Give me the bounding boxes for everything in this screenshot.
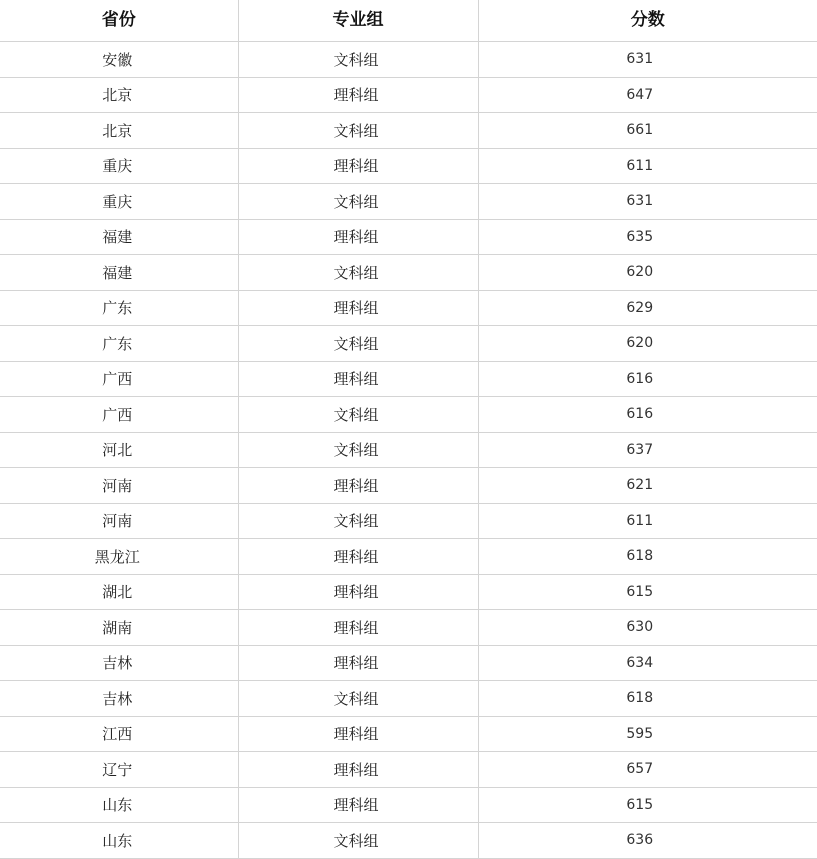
major-group-cell: 文科组 xyxy=(238,113,478,149)
major-group-cell: 理科组 xyxy=(238,468,478,504)
table-row xyxy=(0,397,817,433)
table-row xyxy=(0,148,817,184)
score-cell: 635 xyxy=(478,219,817,255)
table-row xyxy=(0,432,817,468)
score-cell: 615 xyxy=(478,787,817,823)
score-cell: 611 xyxy=(478,503,817,539)
province-cell: 吉林 xyxy=(0,645,238,681)
score-cell: 620 xyxy=(478,255,817,291)
province-cell: 湖北 xyxy=(0,574,238,610)
table-row xyxy=(0,752,817,788)
score-cell: 657 xyxy=(478,752,817,788)
score-cell: 618 xyxy=(478,681,817,717)
major-group-cell: 理科组 xyxy=(238,752,478,788)
table-row xyxy=(0,787,817,823)
score-cell: 631 xyxy=(478,184,817,220)
major-group-cell: 理科组 xyxy=(238,148,478,184)
province-cell: 福建 xyxy=(0,255,238,291)
table-row xyxy=(0,219,817,255)
table-row xyxy=(0,326,817,362)
table-row xyxy=(0,503,817,539)
province-cell: 广东 xyxy=(0,290,238,326)
header-row xyxy=(0,0,817,42)
score-cell: 629 xyxy=(478,290,817,326)
major-group-cell: 理科组 xyxy=(238,787,478,823)
major-group-cell: 文科组 xyxy=(238,681,478,717)
province-cell: 河南 xyxy=(0,468,238,504)
table-row xyxy=(0,113,817,149)
score-cell: 620 xyxy=(478,326,817,362)
province-cell: 江西 xyxy=(0,716,238,752)
province-cell: 辽宁 xyxy=(0,752,238,788)
score-cell: 595 xyxy=(478,716,817,752)
table-row xyxy=(0,184,817,220)
major-group-cell: 文科组 xyxy=(238,184,478,220)
major-group-cell: 文科组 xyxy=(238,255,478,291)
table-row xyxy=(0,42,817,78)
table-body xyxy=(0,42,817,859)
header-province: 省份 xyxy=(0,0,238,42)
table-row xyxy=(0,645,817,681)
table-row xyxy=(0,468,817,504)
major-group-cell: 理科组 xyxy=(238,716,478,752)
province-cell: 黑龙江 xyxy=(0,539,238,575)
score-cell: 615 xyxy=(478,574,817,610)
score-cell: 611 xyxy=(478,148,817,184)
score-cell: 621 xyxy=(478,468,817,504)
table-row xyxy=(0,610,817,646)
province-cell: 北京 xyxy=(0,113,238,149)
province-cell: 河南 xyxy=(0,503,238,539)
score-cell: 630 xyxy=(478,610,817,646)
major-group-cell: 文科组 xyxy=(238,42,478,78)
major-group-cell: 文科组 xyxy=(238,823,478,859)
province-cell: 湖南 xyxy=(0,610,238,646)
major-group-cell: 理科组 xyxy=(238,77,478,113)
province-cell: 重庆 xyxy=(0,148,238,184)
score-cell: 631 xyxy=(478,42,817,78)
major-group-cell: 理科组 xyxy=(238,290,478,326)
province-cell: 山东 xyxy=(0,823,238,859)
table-row xyxy=(0,716,817,752)
table-row xyxy=(0,290,817,326)
score-cell: 647 xyxy=(478,77,817,113)
score-cell: 634 xyxy=(478,645,817,681)
major-group-cell: 文科组 xyxy=(238,432,478,468)
province-cell: 广东 xyxy=(0,326,238,362)
province-cell: 山东 xyxy=(0,787,238,823)
table-row xyxy=(0,77,817,113)
province-cell: 北京 xyxy=(0,77,238,113)
major-group-cell: 理科组 xyxy=(238,610,478,646)
major-group-cell: 文科组 xyxy=(238,503,478,539)
table-row xyxy=(0,361,817,397)
province-cell: 福建 xyxy=(0,219,238,255)
table-row xyxy=(0,255,817,291)
major-group-cell: 理科组 xyxy=(238,574,478,610)
province-cell: 广西 xyxy=(0,397,238,433)
header-score: 分数 xyxy=(478,0,817,42)
major-group-cell: 文科组 xyxy=(238,397,478,433)
major-group-cell: 理科组 xyxy=(238,539,478,575)
table-row xyxy=(0,574,817,610)
header-major-group: 专业组 xyxy=(238,0,478,42)
province-cell: 安徽 xyxy=(0,42,238,78)
major-group-cell: 文科组 xyxy=(238,326,478,362)
major-group-cell: 理科组 xyxy=(238,645,478,681)
table-row xyxy=(0,539,817,575)
province-cell: 广西 xyxy=(0,361,238,397)
score-cell: 637 xyxy=(478,432,817,468)
score-cell: 616 xyxy=(478,361,817,397)
score-cell: 618 xyxy=(478,539,817,575)
score-cell: 661 xyxy=(478,113,817,149)
score-cell: 636 xyxy=(478,823,817,859)
province-cell: 重庆 xyxy=(0,184,238,220)
major-group-cell: 理科组 xyxy=(238,219,478,255)
table-row xyxy=(0,681,817,717)
province-cell: 河北 xyxy=(0,432,238,468)
major-group-cell: 理科组 xyxy=(238,361,478,397)
province-cell: 吉林 xyxy=(0,681,238,717)
score-cell: 616 xyxy=(478,397,817,433)
